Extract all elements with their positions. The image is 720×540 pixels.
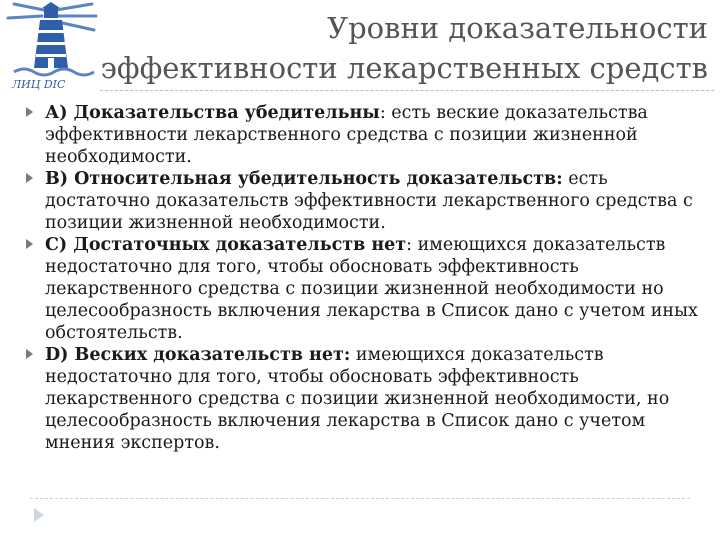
title-line-2: эффективности лекарственных средств (100, 51, 708, 85)
item-text: есть достаточно доказательств эффективности лекарственного средства с позиции жизненной необходимости. (45, 169, 693, 233)
list-item-c (22, 234, 702, 344)
item-text: имеющихся доказательств недостаточно для того, чтобы обосновать эффективность лекарственного средства с позиции жизненной необходимости, но целесообразность включения лекарства в Список дано с учетом мнения экспертов. (45, 345, 670, 453)
triangle-bullet-icon (26, 173, 33, 183)
item-text: : имеющихся доказательств недостаточно для того, чтобы обосновать эффективность лекарственного средства с позиции жизненной необходимости но целесообразность включения лекарства в Список дано с учетом иных обстоятельств. (45, 235, 698, 343)
evidence-levels-list (22, 102, 702, 454)
list-item-d (22, 344, 702, 454)
triangle-bullet-icon (26, 239, 33, 249)
item-text: : есть веские доказательства эффективности лекарственного средства с позиции жизненной необходимости. (45, 103, 648, 167)
item-label: С) Достаточных доказательств нет (45, 235, 407, 255)
list-item-b (22, 168, 702, 234)
triangle-bullet-icon (26, 107, 33, 117)
next-slide-arrow-icon[interactable] (34, 508, 44, 522)
item-label: В) Относительная убедительность доказательств: (45, 169, 563, 189)
footer-divider (30, 498, 690, 499)
item-label: D) Веских доказательств нет: (45, 345, 351, 365)
item-label: А) Доказательства убедительны (45, 103, 380, 123)
header-divider (100, 90, 714, 91)
triangle-bullet-icon (26, 349, 33, 359)
logo-text: ЛИЦ DIC (12, 78, 66, 91)
list-item-a (22, 102, 702, 168)
page-title (68, 8, 708, 88)
title-line-1: Уровни доказательности (327, 11, 708, 45)
